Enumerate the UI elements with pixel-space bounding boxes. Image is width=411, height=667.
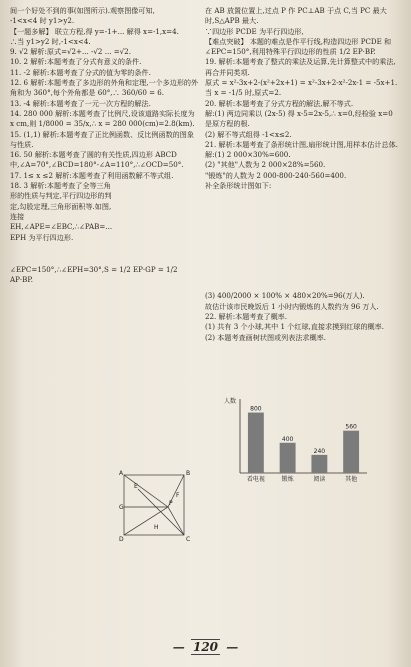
left-line: ∠EPC=150°,∴∠EPH=30°,S = 1/2 EP·GP = 1/2 AP·BP.	[10, 264, 178, 285]
left-line: ∴当 y1>y2 时,-1<x<4.	[10, 36, 91, 46]
right-line: (2) 本题考查画树状图或列表法求概率.	[205, 332, 326, 342]
category-label: 锻炼	[281, 476, 294, 483]
bar-value-label: 560	[345, 423, 357, 431]
bar	[343, 431, 359, 473]
bar-value-label: 400	[281, 435, 294, 443]
right-line: 在 AB 放置位置上,过点 P 作 PC⊥AB 于点 C,当 PC 最大时,S△APB 最大.	[205, 6, 387, 26]
left-line: 间一个好处不到的事(如图所示).观察图像可知,	[10, 6, 155, 15]
left-line: 【一题多解】 联立方程,得 y=-1+... 解得 x=-1,x=4.	[10, 26, 179, 36]
left-line: 18. 3 解析:本题考查了全等三角形的性质与判定,平行四边形的判定,勾股定理,三角形面积等.如图,连接 EH,∠APE=∠EBC,∴∠PAB=... EPH 为平行四边形.	[10, 181, 113, 242]
left-line: 11. -2 解析:本题考查了分式的值为零的条件.	[10, 67, 151, 77]
bar-value-label: 240	[313, 447, 326, 455]
right-line: 解:(1) 两边同乘以 (2x-5) 得 x-5=2x-5,∴ x=0,经检验 x=0 是原方程的根.	[205, 108, 393, 129]
label-g: G	[119, 504, 124, 511]
left-line: 15. (1,1) 解析:本题考查了正比例函数、反比例函数的图象与性质.	[10, 129, 194, 149]
right-column	[205, 6, 402, 343]
right-line: 22. 解析:本题考查了概率.	[205, 311, 288, 321]
left-line: 13. -4 解析:本题考查了一元一次方程的解法.	[10, 98, 151, 108]
segment-dp	[124, 507, 168, 535]
label-e: E	[134, 483, 138, 490]
right-line: (2) 解不等式组得 -1<x≤2.	[205, 129, 292, 139]
bar-chart	[222, 395, 372, 485]
category-label: 其他	[345, 476, 358, 483]
left-line: 17. 1≤ x ≤2 解析:本题考查了利用函数解不等式组.	[10, 170, 174, 180]
left-line: 12. 6 解析:本题考查了多边形的外角和定理,一个多边形的外角和为 360°,每个外角都是 60°,∴ 360/60 = 6.	[10, 78, 199, 98]
right-line: 21. 解析:本题考查了条形统计图,扇形统计图,用样本估计总体.	[205, 139, 398, 149]
label-b: B	[186, 470, 191, 477]
right-line: 【难点突破】 本题的难点是作平行线,构造四边形 PCDE 和 ∠EPC=150°,利用特殊平行四边形的性质 1/2 EP·BP.	[205, 36, 392, 57]
right-line: 补全条形统计图如下:	[205, 181, 272, 191]
bar	[311, 455, 327, 473]
label-p: P	[169, 500, 173, 507]
bar	[280, 443, 296, 473]
label-a: A	[119, 470, 124, 477]
category-label: 看电视	[246, 476, 265, 483]
right-line: "锻炼"的人数为 2 000-800-240-560=400.	[205, 170, 347, 180]
page-number-text: 120	[192, 640, 219, 654]
category-label: 阅读	[313, 476, 326, 483]
left-line: 10. 2 解析:本题考查了分式有意义的条件.	[10, 57, 142, 67]
label-f: F	[176, 492, 180, 499]
left-line: -1<x<4 时 y1>y2.	[10, 16, 75, 26]
left-line: 9. √2 解析:原式=√2+... -√2 ... =√2.	[10, 47, 131, 57]
right-line: (3) 400/2000 × 100% × 480×20%=96(万人).	[205, 291, 365, 301]
right-line: ∵四边形 PCDE 为平行四边形,	[205, 26, 304, 36]
segment-ap	[124, 475, 168, 507]
right-line: 原式 = x²-3x+2-(x²+2x+1) = x²-3x+2-x²-2x-1 = -5x+1.	[205, 78, 398, 88]
right-line: 20. 解析:本题考查了分式方程的解法,解不等式.	[205, 98, 354, 108]
page-number: — 120 —	[172, 640, 239, 654]
geometry-figure	[118, 467, 194, 543]
right-line: 19. 解析:本题考查了整式的乘法及运算,先计算整式中的乘法,再合并同类项.	[205, 57, 396, 77]
right-line: (1) 共有 3 个小球,其中 1 个红球,直接求摸到红球的概率.	[205, 322, 384, 332]
label-d: D	[119, 536, 124, 543]
left-line: 14. 280 000 解析:本题考查了比例尺,设该道路实际长度为 x cm,则 1/8000 = 35/x,∴ x = 280 000(cm)=2.8(km).	[10, 108, 195, 129]
left-line: 16. 50 解析:本题考查了圆的有关性质,四边形 ABCD 中,∠A=70°,∠BCD=180°-∠A=110°,∴∠OCD=50°.	[10, 150, 184, 170]
bar	[248, 413, 264, 473]
right-line: 当 x = -1/5 时,原式=2.	[205, 88, 282, 98]
left-column	[10, 6, 200, 285]
right-line: 解:(1) 2 000×30%=600.	[205, 150, 291, 160]
label-c: C	[186, 536, 191, 543]
label-h: H	[154, 524, 159, 531]
y-axis-label: 人数	[224, 398, 237, 405]
right-line: (2) "其他"人数为 2 000×28%=560.	[205, 160, 326, 170]
right-line: 故估计该市民晚饭后 1 小时内锻炼的人数约为 96 万人.	[205, 301, 379, 311]
bar-value-label: 800	[250, 405, 262, 413]
